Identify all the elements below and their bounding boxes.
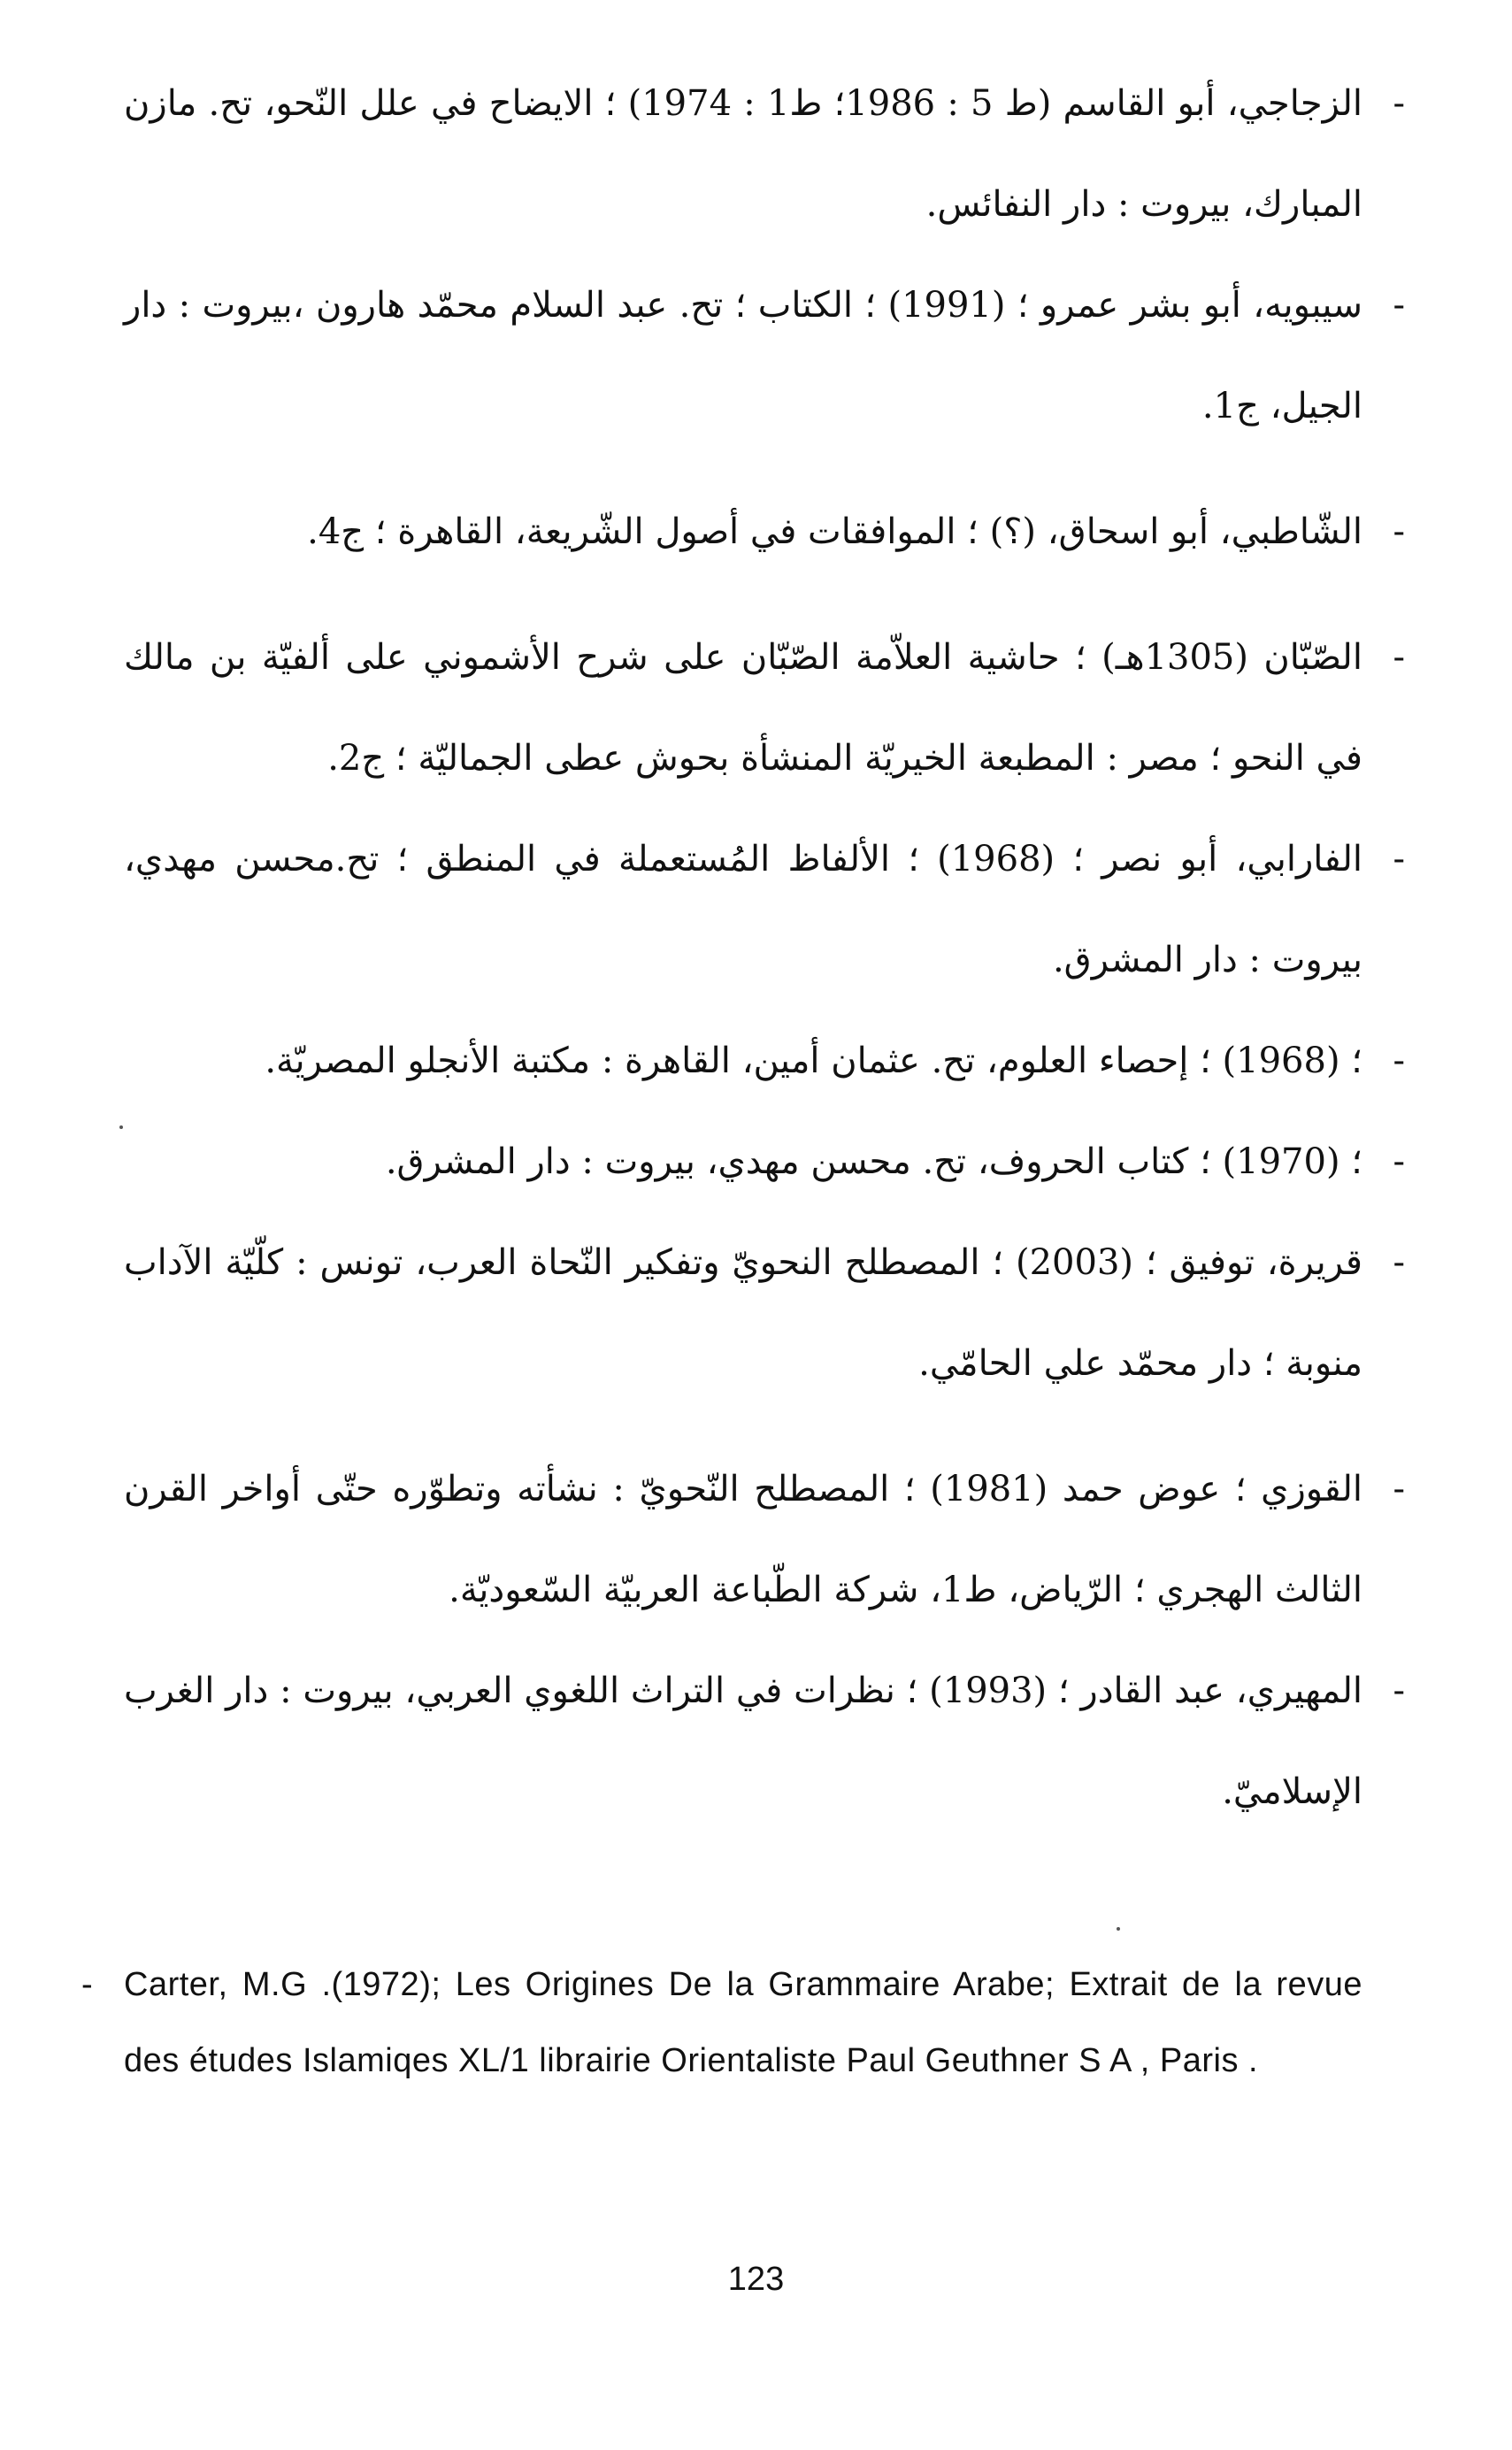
bib-entry-farabi-3 xyxy=(124,1111,1405,1212)
bib-entry-sabban xyxy=(124,607,1405,809)
entry-dash: - xyxy=(1393,511,1405,552)
entry-dash: - xyxy=(1393,1041,1405,1081)
entry-dash: - xyxy=(1393,1242,1405,1283)
bib-entry-carter xyxy=(81,1947,1362,2099)
entry-text: الفارابي، أبو نصر ؛ (1968) ؛ الألفاظ المُستعملة في المنطق ؛ تح.محسن مهدي، بيروت : دار المشرق. xyxy=(124,839,1362,980)
entry-dash: - xyxy=(1393,637,1405,678)
entry-dash: - xyxy=(1393,1670,1405,1711)
entry-text: الشّاطبي، أبو اسحاق، (؟) ؛ الموافقات في أصول الشّريعة، القاهرة ؛ ج4. xyxy=(307,511,1362,552)
entry-text: القوزي ؛ عوض حمد (1981) ؛ المصطلح النّحويّ : نشأته وتطوّره حتّى أواخر القرن الثالث الهجري ؛ الرّياض، ط1، شركة الطّباعة العربيّة السّعوديّة. xyxy=(124,1469,1362,1610)
bib-entry-farabi-2 xyxy=(124,1010,1405,1111)
entry-text: ؛ (1970) ؛ كتاب الحروف، تح. محسن مهدي، بيروت : دار المشرق. xyxy=(385,1141,1362,1182)
entry-text: الصّبّان (1305هـ) ؛ حاشية العلاّمة الصّبّان على شرح الأشموني على ألفيّة بن مالك في النحو ؛ مصر : المطبعة الخيريّة المنشأة بحوش عطى الجماليّة ؛ ج2. xyxy=(124,637,1362,779)
scan-speck xyxy=(1117,1927,1120,1931)
bib-entry-qawzi xyxy=(124,1439,1405,1640)
entry-dash: - xyxy=(1393,1141,1405,1182)
entry-dash: - xyxy=(1393,839,1405,879)
page-number: 123 xyxy=(727,2261,785,2298)
entry-dash: - xyxy=(1393,83,1405,124)
entry-text: ؛ (1968) ؛ إحصاء العلوم، تح. عثمان أمين، القاهرة : مكتبة الأنجلو المصريّة. xyxy=(265,1041,1362,1081)
entry-text: سيبويه، أبو بشر عمرو ؛ (1991) ؛ الكتاب ؛ تح. عبد السلام محمّد هارون ،بيروت : دار الجيل، ج1. xyxy=(124,285,1362,426)
arabic-bibliography xyxy=(124,53,1405,1842)
bib-entry-sibawayh xyxy=(124,255,1405,457)
entry-text: المهيري، عبد القادر ؛ (1993) ؛ نظرات في التراث اللغوي العربي، بيروت : دار الغرب الإسلاميّ. xyxy=(124,1670,1363,1812)
entry-text: Carter, M.G .(1972); Les Origines De la Grammaire Arabe; Extrait de la revue des études Islamiqes XL/1 librairie Orientaliste Paul Geuthner S A , Paris . xyxy=(124,1966,1362,2079)
bib-entry-zajjaji xyxy=(124,53,1405,255)
entry-dash: - xyxy=(1393,285,1405,326)
bib-entry-farabi-1 xyxy=(124,809,1405,1010)
entry-text: الزجاجي، أبو القاسم (ط 5 : 1986؛ ط1 : 1974) ؛ الايضاح في علل النّحو، تح. مازن المبارك، بيروت : دار النفائس. xyxy=(124,83,1363,225)
entry-text: قريرة، توفيق ؛ (2003) ؛ المصطلح النحويّ وتفكير النّحاة العرب، تونس : كلّيّة الآداب منوبة ؛ دار محمّد علي الحامّي. xyxy=(124,1242,1362,1384)
entry-dash: - xyxy=(1393,1469,1405,1509)
bib-entry-qrira xyxy=(124,1212,1405,1414)
entry-dash: - xyxy=(81,1966,94,2003)
bib-entry-shatibi xyxy=(124,481,1405,582)
bib-entry-mhiri xyxy=(124,1640,1405,1842)
scan-speck xyxy=(119,1125,123,1129)
